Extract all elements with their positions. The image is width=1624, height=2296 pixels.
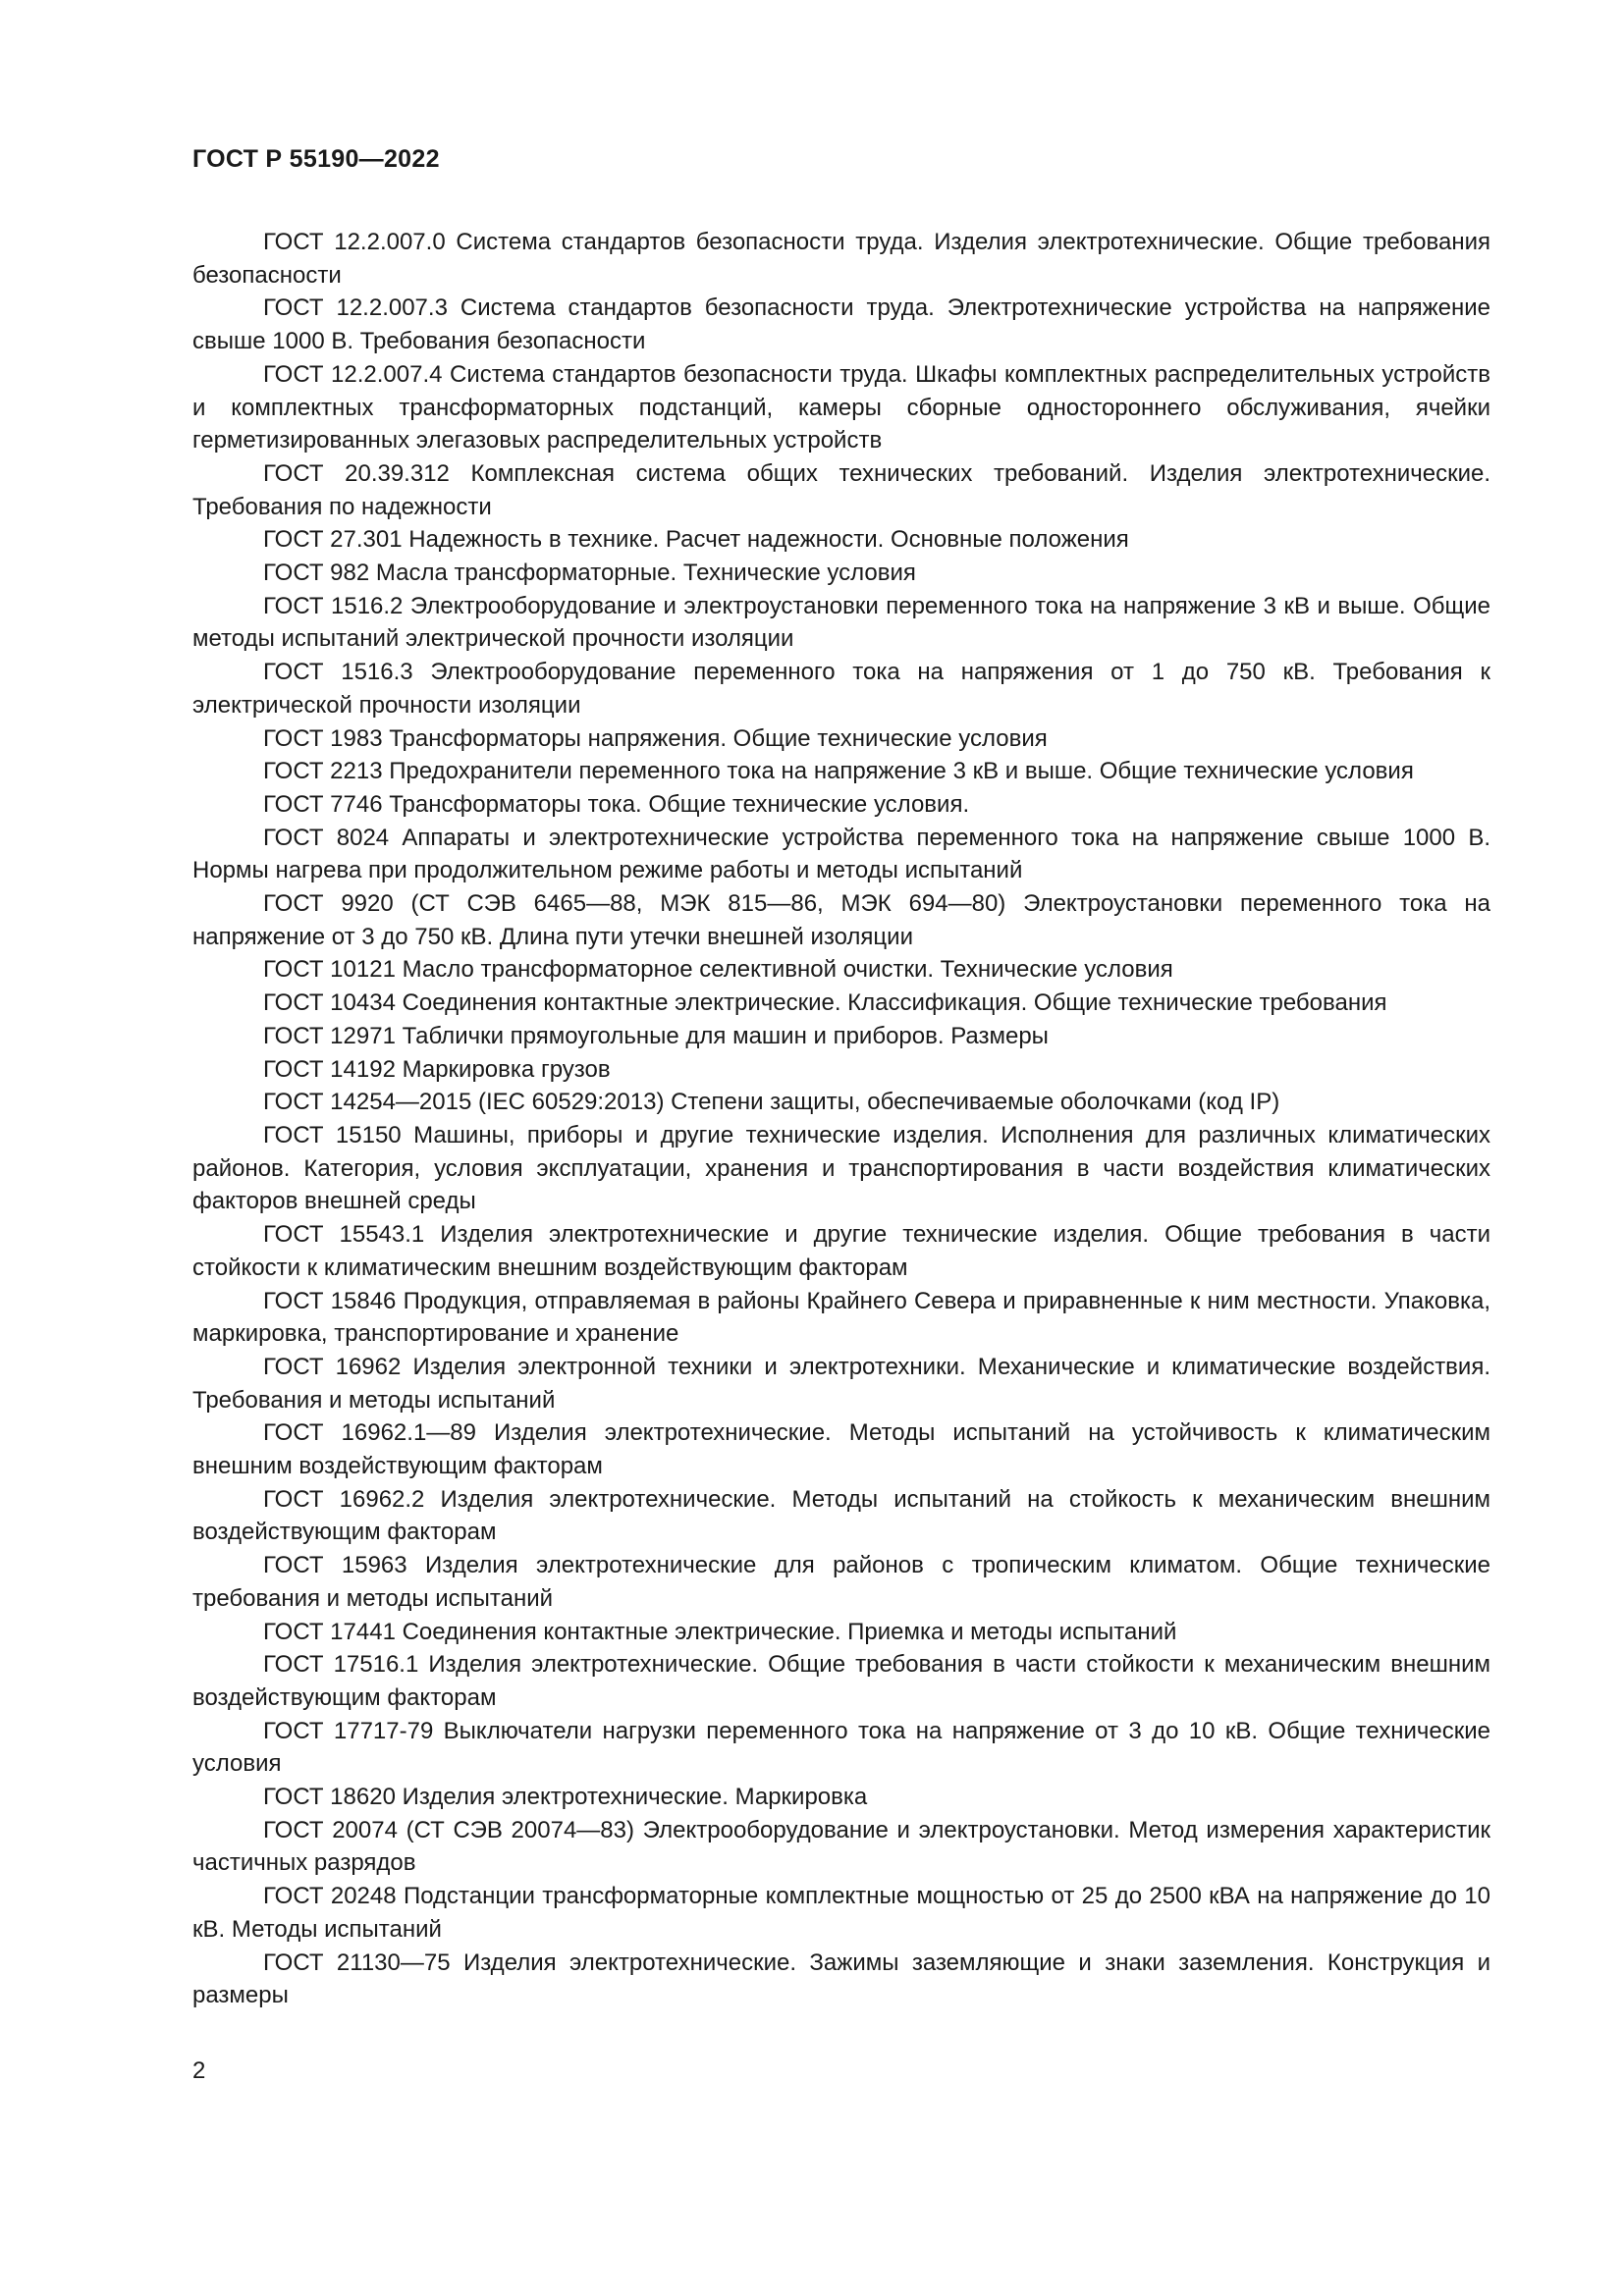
reference-item: ГОСТ 14254—2015 (IEC 60529:2013) Степени защиты, обеспечиваемые оболочками (код IP) bbox=[263, 1089, 1280, 1116]
reference-item: ГОСТ 1516.3 Электрооборудование переменного тока на напряжения от 1 до 750 кВ. Требования к электрической прочности изоляции bbox=[192, 659, 1490, 719]
reference-item: ГОСТ 12971 Таблички прямоугольные для машин и приборов. Размеры bbox=[263, 1022, 1049, 1049]
document-header: ГОСТ Р 55190—2022 bbox=[192, 145, 440, 173]
reference-item: ГОСТ 10121 Масло трансформаторное селективной очистки. Технические условия bbox=[263, 956, 1173, 984]
page-number: 2 bbox=[192, 2057, 206, 2084]
reference-item: ГОСТ 17717-79 Выключатели нагрузки переменного тока на напряжение от 3 до 10 кВ. Общие технические условия bbox=[192, 1717, 1490, 1778]
reference-item: ГОСТ 12.2.007.4 Система стандартов безопасности труда. Шкафы комплектных распределительных устройств и комплектных трансформаторных подстанций, камеры сборные одностороннего обслуживания, ячейки герметизированных элегазовых распределительных устройств bbox=[192, 360, 1490, 454]
reference-item: ГОСТ 2213 Предохранители переменного тока на напряжение 3 кВ и выше. Общие технические условия bbox=[263, 758, 1414, 785]
reference-item: ГОСТ 982 Масла трансформаторные. Технические условия bbox=[263, 560, 916, 587]
reference-item: ГОСТ 12.2.007.3 Система стандартов безопасности труда. Электротехнические устройства на напряжение свыше 1000 В. Требования безопасности bbox=[192, 294, 1490, 355]
reference-item: ГОСТ 14192 Маркировка грузов bbox=[263, 1055, 611, 1083]
reference-item: ГОСТ 17441 Соединения контактные электрические. Приемка и методы испытаний bbox=[263, 1618, 1177, 1645]
reference-item: ГОСТ 1516.2 Электрооборудование и электроустановки переменного тока на напряжение 3 кВ и выше. Общие методы испытаний электрической прочности изоляции bbox=[192, 592, 1490, 653]
reference-item: ГОСТ 21130—75 Изделия электротехнические. Зажимы заземляющие и знаки заземления. Конструкция и размеры bbox=[192, 1949, 1490, 2009]
reference-item: ГОСТ 20074 (СТ СЭВ 20074—83) Электрооборудование и электроустановки. Метод измерения характеристик частичных разрядов bbox=[192, 1816, 1490, 1877]
reference-item: ГОСТ 20.39.312 Комплексная система общих технических требований. Изделия электротехнические. Требования по надежности bbox=[192, 459, 1490, 520]
reference-item: ГОСТ 27.301 Надежность в технике. Расчет надежности. Основные положения bbox=[263, 526, 1129, 554]
reference-item: ГОСТ 12.2.007.0 Система стандартов безопасности труда. Изделия электротехнические. Общие требования безопасности bbox=[192, 229, 1490, 289]
normative-references-list bbox=[192, 226, 1490, 2012]
reference-item: ГОСТ 10434 Соединения контактные электрические. Классификация. Общие технические требования bbox=[263, 989, 1387, 1017]
reference-item: ГОСТ 1983 Трансформаторы напряжения. Общие технические условия bbox=[263, 724, 1048, 752]
reference-item: ГОСТ 15963 Изделия электротехнические для районов с тропическим климатом. Общие технические требования и методы испытаний bbox=[192, 1552, 1490, 1612]
reference-item: ГОСТ 15150 Машины, приборы и другие технические изделия. Исполнения для различных климатических районов. Категория, условия эксплуатации, хранения и транспортирования в части воздействия климатических факторов внешней среды bbox=[192, 1121, 1490, 1215]
reference-item: ГОСТ 7746 Трансформаторы тока. Общие технические условия. bbox=[263, 790, 970, 818]
reference-item: ГОСТ 9920 (СТ СЭВ 6465—88, МЭК 815—86, МЭК 694—80) Электроустановки переменного тока на напряжение от 3 до 750 кВ. Длина пути утечки внешней изоляции bbox=[192, 890, 1490, 950]
reference-item: ГОСТ 18620 Изделия электротехнические. Маркировка bbox=[263, 1784, 868, 1811]
reference-item: ГОСТ 20248 Подстанции трансформаторные комплектные мощностью от 25 до 2500 кВА на напряжение до 10 кВ. Методы испытаний bbox=[192, 1883, 1490, 1943]
reference-item: ГОСТ 17516.1 Изделия электротехнические. Общие требования в части стойкости к механическим внешним воздействующим факторам bbox=[192, 1651, 1490, 1711]
reference-item: ГОСТ 15543.1 Изделия электротехнические и другие технические изделия. Общие требования в части стойкости к климатическим внешним воздействующим факторам bbox=[192, 1221, 1490, 1281]
reference-item: ГОСТ 16962.1—89 Изделия электротехнические. Методы испытаний на устойчивость к климатическим внешним воздействующим факторам bbox=[192, 1419, 1490, 1480]
reference-item: ГОСТ 15846 Продукция, отправляемая в районы Крайнего Севера и приравненные к ним местности. Упаковка, маркировка, транспортирование и хранение bbox=[192, 1287, 1490, 1348]
reference-item: ГОСТ 16962 Изделия электронной техники и электротехники. Механические и климатические воздействия. Требования и методы испытаний bbox=[192, 1353, 1490, 1414]
reference-item: ГОСТ 16962.2 Изделия электротехнические. Методы испытаний на стойкость к механическим внешним воздействующим факторам bbox=[192, 1485, 1490, 1546]
reference-item: ГОСТ 8024 Аппараты и электротехнические устройства переменного тока на напряжение свыше 1000 В. Нормы нагрева при продолжительном режиме работы и методы испытаний bbox=[192, 824, 1490, 884]
